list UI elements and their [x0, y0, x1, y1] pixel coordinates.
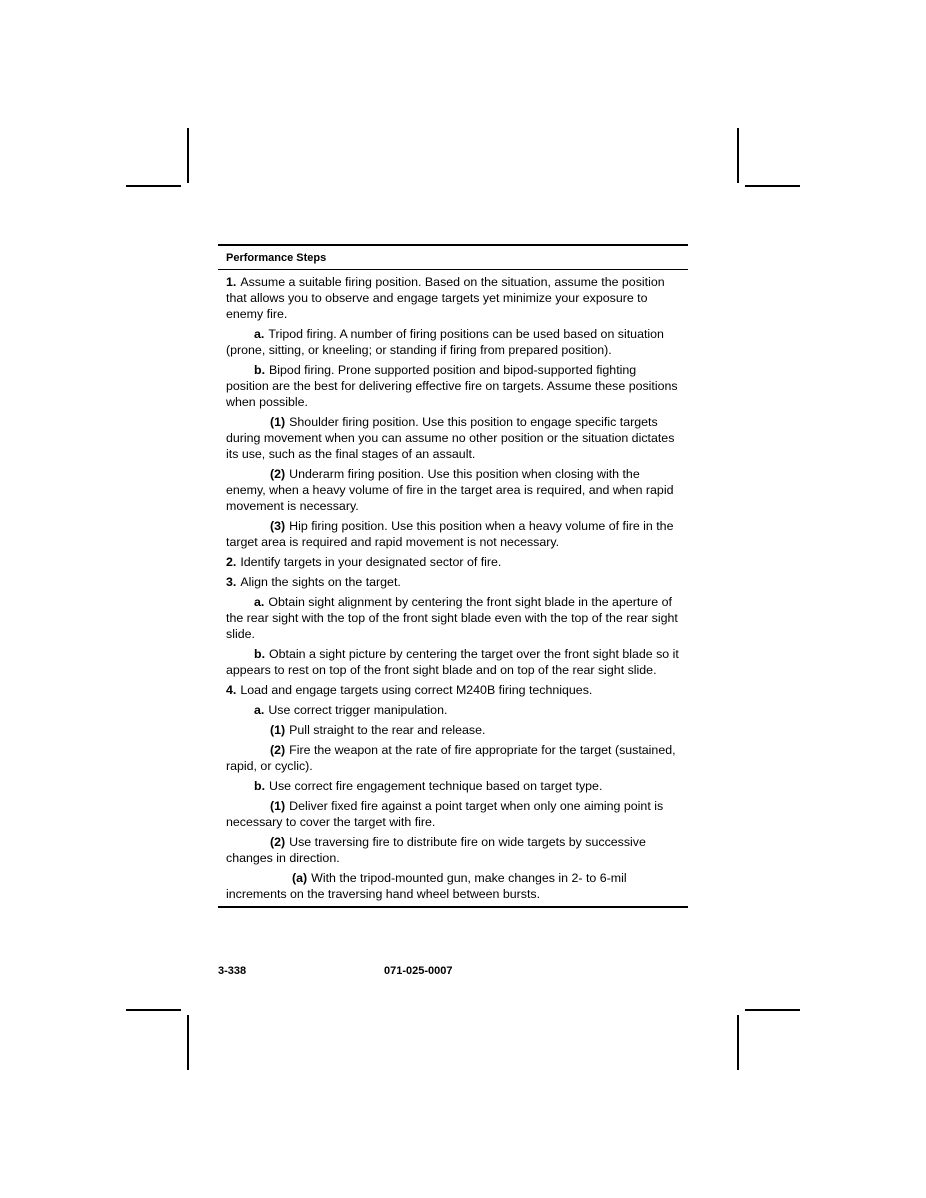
crop-mark-bottom-left-horizontal [126, 1009, 181, 1011]
step-text: Obtain sight alignment by centering the front sight blade in the aperture of the rear sight with the top of the front sight blade even with the top of the rear sight slide. [226, 595, 678, 641]
step-text: Assume a suitable firing position. Based on the situation, assume the position that allows you to observe and engage targets yet minimize your exposure to enemy fire. [226, 275, 665, 321]
step-marker: (2) [270, 835, 286, 849]
step-item [226, 682, 680, 698]
step-marker: b. [254, 779, 266, 793]
step-marker: 2. [226, 555, 237, 569]
step-item [226, 594, 680, 642]
step-text: Deliver fixed fire against a point target when only one aiming point is necessary to cover the target with fire. [226, 799, 664, 829]
crop-mark-bottom-left-vertical [187, 1015, 189, 1070]
crop-mark-top-left-vertical [187, 128, 189, 183]
step-marker: 4. [226, 683, 237, 697]
step-text: Pull straight to the rear and release. [289, 723, 486, 737]
page-number: 3-338 [218, 965, 247, 977]
step-text: Use correct fire engagement technique based on target type. [269, 779, 603, 793]
step-item [226, 414, 680, 462]
step-item [226, 722, 680, 738]
step-text: With the tripod-mounted gun, make changes in 2- to 6-mil increments on the traversing hand wheel between bursts. [226, 871, 627, 901]
crop-mark-bottom-right-vertical [737, 1015, 739, 1070]
step-text: Use traversing fire to distribute fire on wide targets by successive changes in direction. [226, 835, 646, 865]
step-text: Shoulder firing position. Use this position to engage specific targets during movement when you can assume no other position or the situation dictates its use, such as the final stages of an assault. [226, 415, 675, 461]
step-item [226, 778, 680, 794]
step-item [226, 742, 680, 774]
step-marker: (2) [270, 743, 286, 757]
step-item [226, 326, 680, 358]
step-marker: a. [254, 703, 265, 717]
step-item [226, 870, 680, 902]
step-text: Align the sights on the target. [240, 575, 401, 589]
step-text: Hip firing position. Use this position when a heavy volume of fire in the target area is required and rapid movement is not necessary. [226, 519, 674, 549]
step-marker: (1) [270, 723, 286, 737]
step-text: Fire the weapon at the rate of fire appropriate for the target (sustained, rapid, or cyclic). [226, 743, 676, 773]
step-marker: 3. [226, 575, 237, 589]
step-marker: (1) [270, 415, 286, 429]
step-item [226, 274, 680, 322]
task-number: 071-025-0007 [384, 965, 453, 977]
step-text: Identify targets in your designated sector of fire. [240, 555, 502, 569]
step-text: Underarm firing position. Use this position when closing with the enemy, when a heavy volume of fire in the target area is required, and when rapid movement is necessary. [226, 467, 674, 513]
step-item [226, 362, 680, 410]
step-item [226, 646, 680, 678]
step-marker: (a) [292, 871, 308, 885]
steps-list [218, 270, 688, 902]
step-item [226, 518, 680, 550]
performance-steps-table [218, 244, 688, 908]
table-bottom-rule [218, 906, 688, 908]
step-text: Obtain a sight picture by centering the target over the front sight blade so it appears to rest on top of the front sight blade and on top of the rear sight slide. [226, 647, 679, 677]
step-item [226, 574, 680, 590]
table-header: Performance Steps [226, 252, 327, 264]
step-text: Use correct trigger manipulation. [268, 703, 448, 717]
crop-mark-bottom-right-horizontal [745, 1009, 800, 1011]
crop-mark-top-left-horizontal [126, 185, 181, 187]
step-marker: (3) [270, 519, 286, 533]
step-marker: (2) [270, 467, 286, 481]
step-marker: a. [254, 595, 265, 609]
step-item [226, 798, 680, 830]
step-item [226, 466, 680, 514]
step-marker: b. [254, 647, 266, 661]
step-text: Bipod firing. Prone supported position and bipod-supported fighting position are the best for delivering effective fire on targets. Assume these positions when possible. [226, 363, 678, 409]
crop-mark-top-right-vertical [737, 128, 739, 183]
crop-mark-top-right-horizontal [745, 185, 800, 187]
step-item [226, 702, 680, 718]
step-text: Load and engage targets using correct M240B firing techniques. [240, 683, 593, 697]
step-text: Tripod firing. A number of firing positions can be used based on situation (prone, sitting, or kneeling; or standing if firing from prepared position). [226, 327, 664, 357]
step-marker: 1. [226, 275, 237, 289]
step-marker: (1) [270, 799, 286, 813]
step-marker: a. [254, 327, 265, 341]
step-marker: b. [254, 363, 266, 377]
step-item [226, 554, 680, 570]
step-item [226, 834, 680, 866]
